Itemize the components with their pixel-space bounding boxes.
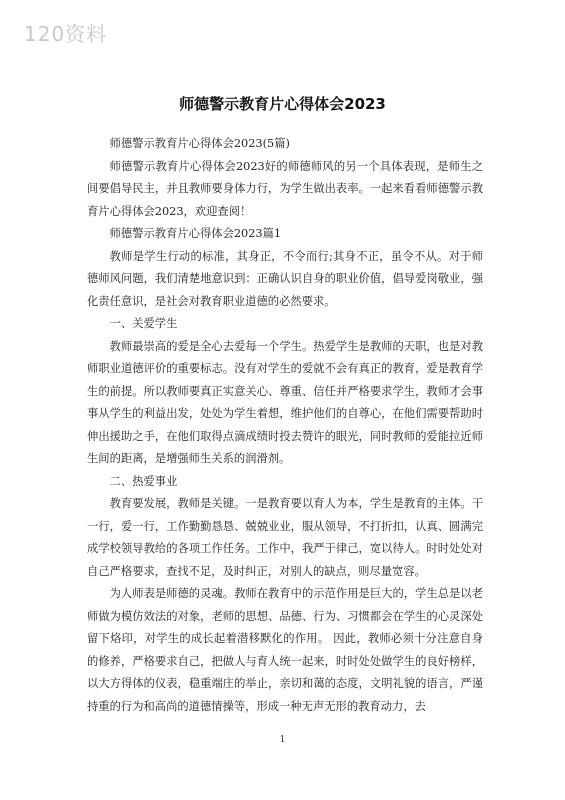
section-title: 师德警示教育片心得体会2023篇1 [109,227,282,240]
watermark-logo: 120资料 [24,22,108,46]
page-title: 师德警示教育片心得体会2023 [179,95,386,113]
body-paragraph: 为人师表是师德的灵魂。教师在教育中的示范作用是巨大的，学生总是以老师做为模仿效法的对象，老师的思想、品德、行为、习惯都会在学生的心灵深处留下烙印，对学生的成长起着潜移默化的作用。 因此，教师必须十分注意自身的修养，严格要求自己，把做人与育人统一起来，时时处处做学生的良好榜样，以大方得体的仪表，稳重端庄的举止，亲切和蔼的态度，文明礼貌的语言，严谨持重的行为和高尚的道德情操等，形成一种无声无形的教育动力，去 [87,587,483,713]
heading-care-students: 一、关爱学生 [109,317,178,330]
page-number: 1 [279,735,286,745]
body-paragraph: 教师是学生行动的标准，其身正，不令而行;其身不正，虽令不从。对于师德师风问题，我们清楚地意识到：正确认识自身的职业价值，倡导爱岗敬业，强化责任意识，是社会对教育职业道德的必然要求。 [87,249,483,308]
subtitle-line: 师德警示教育片心得体会2023(5篇) [109,137,290,150]
document-body [87,133,483,718]
body-paragraph: 教师最崇高的爱是全心去爱每一个学生。热爱学生是教师的天职，也是对教师职业道德评价的重要标志。没有对学生的爱就不会有真正的教育，爱是教育学生的前提。所以教师要真正实意关心、尊重、信任并严格要求学生，教师才会事事从学生的利益出发，处处为学生着想，维护他们的自尊心，在他们需要帮助时伸出援助之手，在他们取得点滴成绩时投去赞许的眼光，同时教师的爱能拉近师生间的距离，是增强师生关系的润滑剂。 [87,339,483,465]
intro-paragraph: 师德警示教育片心得体会2023好的师德师风的另一个具体表现，是师生之间要倡导民主，并且教师要身体力行，为学生做出表率。一起来看看师德警示教育片心得体会2023，欢迎查阅！ [87,159,483,218]
heading-love-career: 二、热爱事业 [109,474,178,488]
body-paragraph: 教育要发展，教师是关键。一是教育要以育人为本，学生是教育的主体。干一行，爱一行，工作勤勤恳恳、兢兢业业，服从领导，不打折扣，认真、圆满完成学校领导教给的各项工作任务。工作中，我严于律己，宽以待人。时时处处对自己严格要求，查找不足，及时纠正，对别人的缺点，则尽量宽容。 [87,497,483,578]
